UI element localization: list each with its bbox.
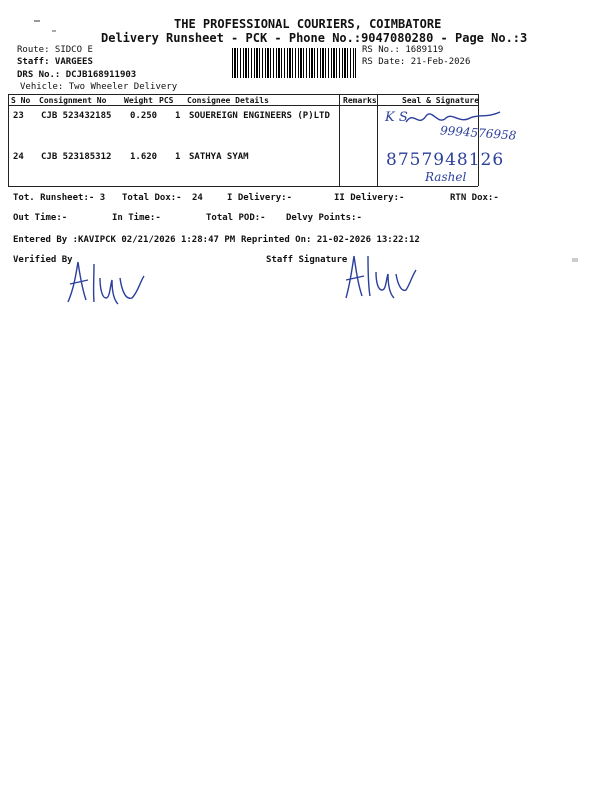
company-title: THE PROFESSIONAL COURIERS, COIMBATORE <box>174 17 442 31</box>
delvy-points: Delvy Points:- <box>286 213 362 223</box>
row-sno: 23 <box>13 111 24 121</box>
col-header-weight: Weight <box>124 96 153 105</box>
rs-date: RS Date: 21-Feb-2026 <box>362 57 471 67</box>
signature-phone: 9994576958 <box>439 123 517 143</box>
row-sno: 24 <box>13 152 24 162</box>
signature-name: Rashel <box>425 170 467 184</box>
signature-initials: K S <box>385 110 408 125</box>
route-info: Route: SIDCO E <box>17 45 93 55</box>
entered-by: Entered By :KAVIPCK 02/21/2026 1:28:47 PM <box>13 235 236 245</box>
runsheet-subtitle: Delivery Runsheet - PCK - Phone No.:9047080280 - Page No.:3 <box>101 31 528 45</box>
row-weight: 0.250 <box>130 111 158 121</box>
col-header-sno: S No <box>11 96 31 105</box>
row-consignment: CJB 523185312 <box>41 152 112 162</box>
row-pcs: 1 <box>175 111 181 121</box>
total-dox-value: 24 <box>192 193 203 203</box>
verified-by-label: Verified By <box>13 255 73 265</box>
col-header-consignee: Consignee Details <box>187 96 269 105</box>
drs-number: DRS No.: DCJB168911903 <box>17 70 137 80</box>
reprinted-on: Reprinted On: 21-02-2026 13:22:12 <box>241 235 420 245</box>
total-dox-label: Total Dox:- <box>122 193 182 203</box>
ii-delivery: II Delivery:- <box>334 193 405 203</box>
row-consignee: SOUEREIGN ENGINEERS (P)LTD <box>189 111 330 121</box>
in-time: In Time:- <box>112 213 161 223</box>
row-weight: 1.620 <box>130 152 158 162</box>
rs-number: RS No.: 1689119 <box>362 45 444 55</box>
total-pod: Total POD:- <box>206 213 266 223</box>
col-header-pcs: PCS <box>159 96 174 105</box>
scan-speck <box>34 20 40 22</box>
staff-info: Staff: VARGEES <box>17 57 93 67</box>
staff-signature <box>338 252 418 302</box>
col-header-signature: Seal & Signature <box>402 96 480 105</box>
verified-signature <box>60 258 150 308</box>
signature-phone: 8757948126 <box>386 150 505 170</box>
row-pcs: 1 <box>175 152 181 162</box>
col-header-consignment: Consignment No <box>39 96 107 105</box>
col-header-remarks: Remarks <box>343 96 377 105</box>
vehicle-info: Vehicle: Two Wheeler Delivery <box>20 82 178 92</box>
scan-speck <box>572 258 578 262</box>
scan-speck <box>52 30 56 32</box>
i-delivery: I Delivery:- <box>227 193 293 203</box>
row-consignee: SATHYA SYAM <box>189 152 249 162</box>
rtn-dox: RTN Dox:- <box>450 193 499 203</box>
row-consignment: CJB 523432185 <box>41 111 112 121</box>
tot-runsheet: Tot. Runsheet:- 3 <box>13 193 106 203</box>
out-time: Out Time:- <box>13 213 68 223</box>
drs-barcode <box>232 48 356 78</box>
staff-signature-label: Staff Signature <box>266 255 348 265</box>
